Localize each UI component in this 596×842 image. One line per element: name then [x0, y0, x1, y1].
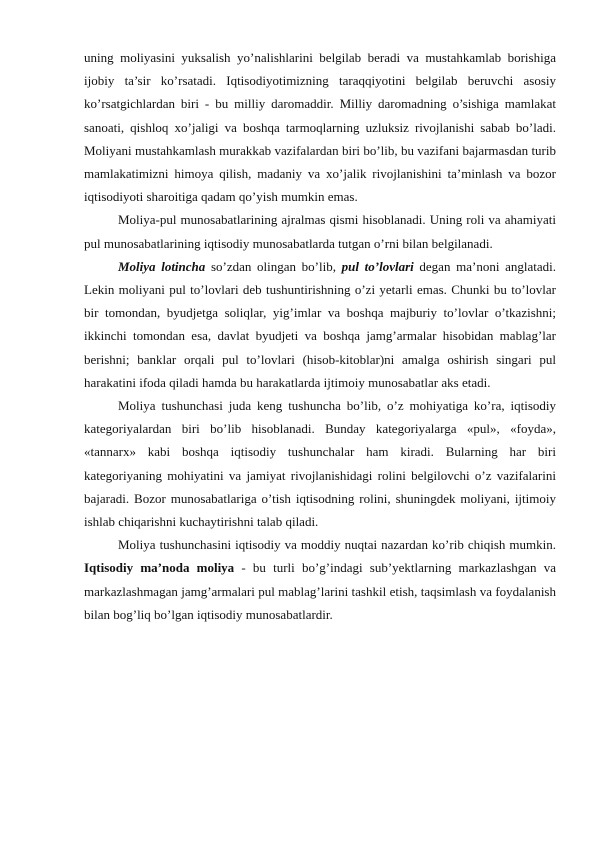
paragraph-text: - bu turli bo’g’indagi sub’yektlarning markazlashgan va markazlashmagan jamg’armalari pul mablag’larini tashkil etish, taqsimlash va foydalanish bilan bog’liq bo’lgan iqtisodiy munosabatlardir.: [84, 560, 556, 622]
paragraph-text: so’zdan olingan bo’lib,: [205, 258, 342, 274]
term-iqtisodiy-manoda-moliya: Iqtisodiy ma’noda moliya: [84, 560, 235, 576]
paragraph-text: Moliya tushunchasini iqtisodiy va moddiy nuqtai nazardan ko’rib chiqish mumkin.: [118, 537, 556, 553]
paragraph-moliya-tushunchasi: Moliya tushunchasi juda keng tushuncha bo’lib, o’z mohiyatiga ko’ra, iqtisodiy kategoriyalardan biri bo’lib hisoblanadi. Bunday kategoriyalarga «pul», «foyda», «tannarx» kabi boshqa iqtisodiy tushunchalar ham kiradi. Bularning har biri kategoriyaning mohiyatini va jamiyat rivojlanishidagi rolini belgilovchi o’z vazifalarini bajaradi. Bozor munosabatlariga o’tish iqtisodning rolini, shuningdek moliyani, ijtimoiy ishlab chiqarishni kuchaytirishni talab qiladi.: [84, 398, 556, 530]
paragraph-iqtisodiy-manoda: [84, 533, 556, 626]
term-moliya-lotincha: Moliya lotincha: [118, 258, 206, 274]
paragraph-text: degan ma’noni anglatadi. Lekin moliyani pul to’lovlari deb tushuntirishning o’zi yetarli emas. Chunki bu to’lovlar bir tomondan, byudjetga soliqlar, yig’imlar va boshqa majburiy to’lovlar o’tkazishni; ikkinchi tomondan esa, davlat byudjeti va boshqa jamg’armalar hisobidan mablag’lar berishni; banklar orqali pul to’lovlari (hisob-kitoblar)ni amalga oshirish singari pul harakatini ifoda qiladi hamda bu harakatlarda ijtimoiy munosabatlar aks etadi.: [84, 258, 556, 390]
paragraph-continuation: uning moliyasini yuksalish yo’nalishlarini belgilab beradi va mustahkamlab borishiga ijobiy ta’sir ko’rsatadi. Iqtisodiyotimizning taraqqiyotini belgilab beruvchi asosiy ko’rsatgichlardan biri - bu milliy daromaddir. Milliy daromadning o’sishiga mamlakat sanoati, qishloq xo’jaligi va boshqa tarmoqlarning uzluksiz rivojlanishi sabab bo’ladi. Moliyani mustahkamlash murakkab vazifalardan biri bo’lib, bu vazifani bajarmasdan turib mamlakatimizni himoya qilish, madaniy va xo’jalik rivojlanishini ta’minlash va bozor iqtisodiyoti sharoitiga qadam qo’yish mumkin emas.: [84, 50, 556, 205]
term-pul-tolovlari: pul to’lovlari: [341, 258, 414, 274]
paragraph-moliya-pul: Moliya-pul munosabatlarining ajralmas qismi hisoblanadi. Uning roli va ahamiyati pul munosabatlarining iqtisodiy munosabatlarda tutgan o’rni bilan belgilanadi.: [84, 212, 556, 251]
document-page: [84, 46, 556, 626]
paragraph-moliya-lotincha: [84, 255, 556, 394]
